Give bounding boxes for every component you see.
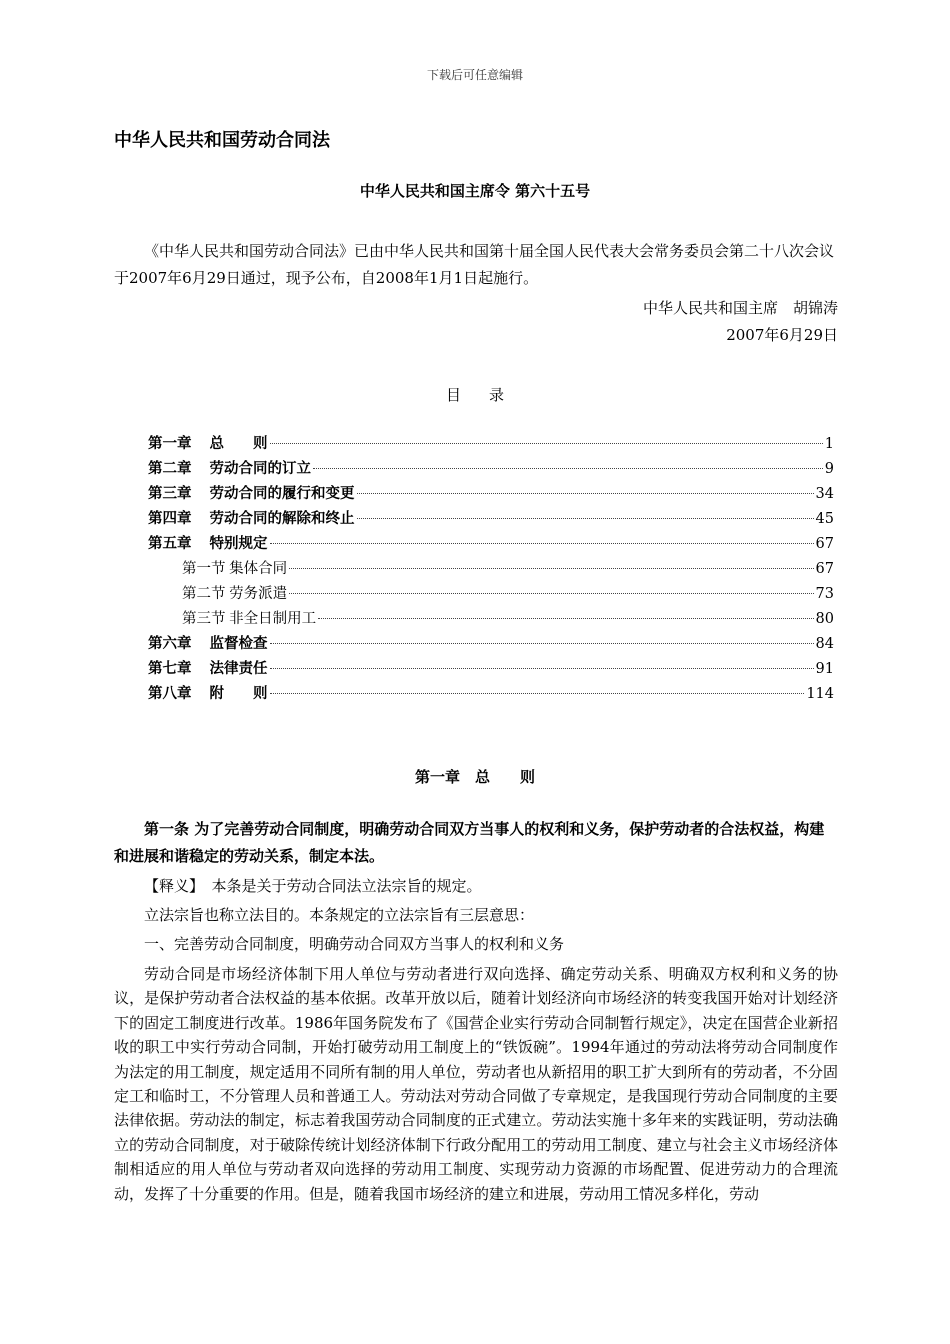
toc-entry[interactable]: [148, 582, 834, 607]
toc-entry[interactable]: [148, 607, 834, 632]
toc-entry-title: 附 则: [209, 686, 268, 702]
dot-leader: [289, 593, 813, 594]
dot-leader: [318, 618, 813, 619]
toc-entry-page: 45: [815, 511, 834, 527]
dot-leader: [270, 668, 814, 669]
toc-entry-title: 法律责任: [209, 661, 268, 677]
body-paragraph: 立法宗旨也称立法目的。本条规定的立法宗旨有三层意思：: [144, 906, 535, 924]
toc-entry-page: 34: [815, 486, 834, 502]
toc-entry-page: 84: [815, 636, 834, 652]
sign-date: 2007年6月29日: [726, 326, 838, 344]
toc-entry-page: 67: [815, 536, 834, 552]
toc-entry[interactable]: [148, 632, 834, 657]
article-1: 第一条 为了完善劳动合同制度，明确劳动合同双方当事人的权利和义务，保护劳动者的合法权益，构建和进展和谐稳定的劳动关系，制定本法。: [114, 820, 825, 865]
toc-entry-title: 集体合同: [229, 561, 288, 577]
toc-entry-label: 第一节: [182, 561, 226, 577]
body-paragraph: 一、完善劳动合同制度，明确劳动合同双方当事人的权利和义务: [144, 935, 565, 953]
toc-entry-title: 劳动合同的解除和终止: [209, 511, 355, 527]
commentary-paragraph: 【释义】 本条是关于劳动合同法立法宗旨的规定。: [144, 877, 482, 895]
toc-entry[interactable]: [148, 432, 834, 457]
toc-entry-title: 劳动合同的履行和变更: [209, 486, 355, 502]
dot-leader: [270, 693, 805, 694]
toc-entry-label: 第四章: [148, 511, 192, 527]
dot-leader: [357, 493, 814, 494]
dot-leader: [270, 443, 823, 444]
toc-entry-page: 91: [815, 661, 834, 677]
toc-entry[interactable]: [148, 457, 834, 482]
toc-entry-title: 总 则: [209, 436, 268, 452]
toc-entry-label: 第三章: [148, 486, 192, 502]
toc-entry[interactable]: [148, 557, 834, 582]
toc-entry-page: 67: [815, 561, 834, 577]
toc-entry-page: 80: [815, 611, 834, 627]
toc-entry[interactable]: [148, 532, 834, 557]
toc-entry-label: 第三节: [182, 611, 226, 627]
toc-entry[interactable]: [148, 657, 834, 682]
table-of-contents: [148, 432, 834, 707]
body-paragraph: 劳动合同是市场经济体制下用人单位与劳动者进行双向选择、确定劳动关系、明确双方权利和义务的协议，是保护劳动者合法权益的基本依据。改革开放以后，随着计划经济向市场经济的转变我国开始对计划经济下的固定工制度进行改革。1986年国务院发布了《国营企业实行劳动合同制暂行规定》，决定在国营企业新招收的职工中实行劳动合同制，开始打破劳动用工制度上的“铁饭碗”。1994年通过的劳动法将劳动合同制度作为法定的用工制度，规定适用不同所有制的用人单位，劳动者也从新招用的职工扩大到所有的劳动者，不分固定工和临时工，不分管理人员和普通工人。劳动法对劳动合同做了专章规定，是我国现行劳动合同制度的主要法律依据。劳动法的制定，标志着我国劳动合同制度的正式建立。劳动法实施十多年来的实践证明，劳动法确立的劳动合同制度，对于破除传统计划经济体制下行政分配用工的劳动用工制度、建立与社会主义市场经济体制相适应的用人单位与劳动者双向选择的劳动用工制度、实现劳动力资源的市场配置、促进劳动力的合理流动，发挥了十分重要的作用。但是，随着我国市场经济的建立和进展，劳动用工情况多样化，劳动: [114, 965, 838, 1203]
toc-entry[interactable]: [148, 507, 834, 532]
toc-entry-page: 1: [824, 436, 834, 452]
toc-entry-title: 监督检查: [209, 636, 268, 652]
toc-entry-label: 第七章: [148, 661, 192, 677]
toc-entry-page: 114: [806, 686, 834, 702]
order-title: 中华人民共和国主席令 第六十五号: [359, 182, 591, 200]
toc-entry-label: 第八章: [148, 686, 192, 702]
toc-entry-label: 第二章: [148, 461, 192, 477]
toc-entry-label: 第六章: [148, 636, 192, 652]
toc-entry-title: 劳动合同的订立: [209, 461, 311, 477]
chapter-heading: 第一章 总 则: [414, 768, 535, 786]
toc-entry-title: 非全日制用工: [229, 611, 317, 627]
dot-leader: [270, 543, 814, 544]
dot-leader: [289, 568, 813, 569]
toc-entry-page: 9: [824, 461, 834, 477]
toc-entry-label: 第二节: [182, 586, 226, 602]
toc-entry-title: 劳务派遣: [229, 586, 288, 602]
dot-leader: [357, 518, 814, 519]
dot-leader: [270, 643, 814, 644]
toc-entry-label: 第一章: [148, 436, 192, 452]
toc-heading: 目录: [445, 386, 532, 404]
header-note: 下载后可任意编辑: [426, 68, 523, 82]
dot-leader: [313, 468, 823, 469]
document-title: 中华人民共和国劳动合同法: [114, 130, 330, 151]
toc-entry-title: 特别规定: [209, 536, 268, 552]
intro-paragraph: 《中华人民共和国劳动合同法》已由中华人民共和国第十届全国人民代表大会常务委员会第二十八次会议于2007年6月29日通过，现予公布，自2008年1月1日起施行。: [114, 242, 835, 287]
signer-line: 中华人民共和国主席 胡锦涛: [642, 299, 838, 317]
toc-entry[interactable]: [148, 482, 834, 507]
toc-entry-page: 73: [815, 586, 834, 602]
toc-entry-label: 第五章: [148, 536, 192, 552]
toc-entry[interactable]: [148, 682, 834, 707]
